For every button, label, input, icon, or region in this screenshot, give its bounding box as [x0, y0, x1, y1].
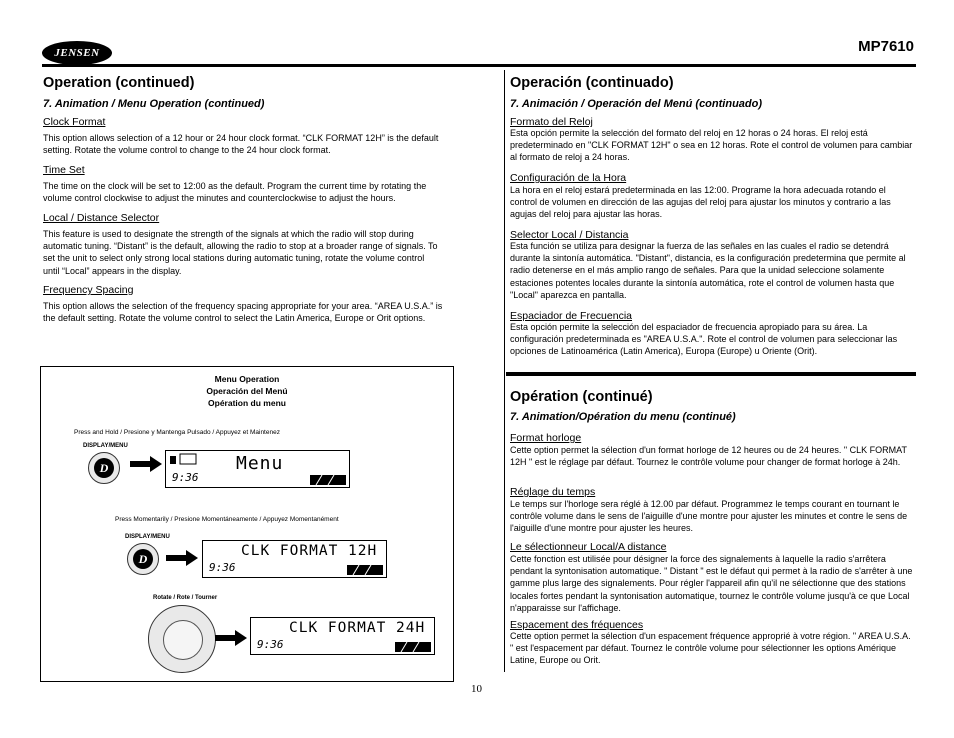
volume-knob-center: [163, 620, 203, 660]
lcd-clk-format-12h: CLK FORMAT 12H: [241, 543, 378, 559]
es-clock-format-text: Esta opción permite la selección del formato del reloj en 12 horas o 24 horas. El reloj está predeterminado en "CLK FORMAT 12H" o sea en 12 horas. Rote el control de volumen para cambiar al formato de reloj a 24 horas.: [510, 128, 913, 163]
en-frequency-spacing-heading: Frequency Spacing: [43, 284, 134, 296]
step1-caption: Press and Hold / Presione y Mantenga Pulsado / Appuyez et Maintenez: [74, 429, 280, 436]
lcd-bars-icon: [347, 565, 383, 575]
lcd-display-1: [165, 450, 350, 488]
en-local-distance-heading: Local / Distance Selector: [43, 212, 160, 224]
display-menu-button-1: [88, 452, 120, 484]
es-frequency-spacing-heading: Espaciador de Frecuencia: [510, 310, 632, 322]
fr-clock-format-heading: Format horloge: [510, 432, 582, 444]
fr-clock-format-text: Cette option permet la sélection d'un format horloge de 12 heures ou de 24 heures. " CLK FORMAT 12H " est le réglage par défaut. Tournez le contrôle volume pour changer de format horloge à 24h.: [510, 445, 907, 468]
display-menu-button-2: [127, 543, 159, 575]
jensen-d-icon: D: [133, 549, 153, 569]
lcd-clock-2: 9:36: [209, 561, 236, 574]
en-local-distance-text: This feature is used to designate the strength of the signals at which the radio will stop during automatic tuning. “Distant” is the default, allowing the radio to stop at a broader range of signals. To set the unit to select only strong local stations during automatic tuning, rotate the volume control until “Local” appears in the display.: [43, 229, 438, 276]
step1-button-label: DISPLAY/MENU: [83, 443, 128, 449]
en-time-set-text: The time on the clock will be set to 12:00 as the default. Program the current time by rotating the volume control clockwise to adjust the minutes and counterclockwise to adjust the hours.: [43, 181, 427, 204]
lcd-indicator-icon: [170, 453, 200, 467]
es-time-set-text: La hora en el reloj estará predeterminada en las 12:00. Programe la hora adecuada rotando el control de volumen en dirección de las agujas del reloj para ajustar los minutos y contrario a las agujas del reloj para ajustar las horas.: [510, 185, 891, 220]
column-divider: [504, 70, 505, 672]
lcd-clock-3: 9:36: [257, 638, 284, 651]
lcd-menu-text: Menu: [236, 453, 284, 474]
fr-frequency-spacing-text: Cette option permet la sélection d'un espacement fréquence approprié à votre région. " AREA U.S.A. " est l'espacement par défaut. Tournez le contrôle volume pour sélectionner les options Amérique Latine, Europe ou Orit.: [510, 631, 911, 666]
es-local-distance-text: Esta función se utiliza para designar la fuerza de las señales en las cuales el radio se detendrá durante la sintonía automática. "Distant", distancia, es la configuración predetermina que permite al radio detenerse en el más amplio rango de señales. Para que la unidad seleccione solamente estaciones potentes locales durante la sintonía automática, rote el control de volumen hasta que "Local" aparezca en pantalla.: [510, 241, 906, 300]
model-number: MP7610: [858, 38, 914, 55]
jensen-logo: JENSEN: [42, 41, 112, 65]
arrow-right-icon: [130, 456, 162, 472]
jensen-d-icon: D: [94, 458, 114, 478]
fr-time-set-heading: Réglage du temps: [510, 486, 596, 498]
en-time-set-heading: Time Set: [43, 164, 85, 176]
english-subtitle: 7. Animation / Menu Operation (continued): [43, 98, 265, 110]
french-title: Opération (continué): [510, 389, 653, 405]
fr-local-distance-text: Cette fonction est utilisée pour désigner la force des signalements à laquelle la radio s'arrêtera pendant la syntonisation automatique. " Distant " est le défaut qui permet à la radio de s'arrêter à une gamme plus large des signalements. Pour régler l'appareil afin qu'il ne sélectionne que des stations locales fortes pendant la syntonisation automatique, tournez le contrôle volume jusqu'à ce que Local n'apparaisse sur l'affichage.: [510, 554, 913, 613]
lcd-bars-icon: [310, 475, 346, 485]
en-clock-format-heading: Clock Format: [43, 116, 106, 128]
header-rule: [42, 64, 916, 67]
diagram-title-fr: Opération du menu: [208, 398, 286, 408]
fr-frequency-spacing-heading: Espacement des fréquences: [510, 619, 644, 631]
lcd-clk-format-24h: CLK FORMAT 24H: [289, 620, 426, 636]
page-number: 10: [471, 683, 482, 695]
es-time-set-heading: Configuración de la Hora: [510, 172, 627, 184]
lcd-display-2: [202, 540, 387, 578]
es-clock-format-heading: Formato del Reloj: [510, 116, 593, 128]
es-frequency-spacing-text: Esta opción permite la selección del espaciador de frecuencia apropiado para su área. La configuración predeterminada es "AREA U.S.A.". Rote el control de volumen para seleccionar las opciones de Latinoamérica (Latin America), Europa (Europe) u Oriente (Orit).: [510, 322, 898, 357]
fr-time-set-text: Le temps sur l'horloge sera réglé à 12.00 par défaut. Programmez le temps courant en tournant le contrôle volume dans le sens de l'aiguille d'une montre pour ajuster les minutes et contre le sens de l'aiguille d'une montre pour ajuster les heures.: [510, 499, 908, 534]
step2-button-label: DISPLAY/MENU: [125, 534, 170, 540]
step2-caption: Press Momentarily / Presione Momentáneamente / Appuyez Momentanément: [115, 516, 339, 523]
en-clock-format-text: This option allows selection of a 12 hour or 24 hour clock format. “CLK FORMAT 12H” is the default setting. Rotate the volume control to change to the 24 hour clock format.: [43, 133, 439, 156]
en-frequency-spacing-text: This option allows the selection of the frequency spacing appropriate for your area. “AREA U.S.A.” is the default setting. Rotate the volume control to select the Latin America, Europe or Orit options.: [43, 301, 443, 324]
diagram-title-en: Menu Operation: [214, 374, 280, 384]
english-title: Operation (continued): [43, 75, 195, 91]
volume-knob: [148, 605, 216, 673]
french-section-rule: [506, 372, 916, 376]
spanish-subtitle: 7. Animación / Operación del Menú (continuado): [510, 98, 763, 110]
arrow-right-icon: [215, 630, 247, 646]
lcd-bars-icon: [395, 642, 431, 652]
arrow-right-icon: [166, 550, 198, 566]
fr-local-distance-heading: Le sélectionneur Local/A distance: [510, 541, 667, 553]
lcd-display-3: [250, 617, 435, 655]
french-subtitle: 7. Animation/Opération du menu (continué): [510, 411, 736, 423]
spanish-title: Operación (continuado): [510, 75, 674, 91]
step3-caption: Rotate / Rote / Tourner: [153, 595, 218, 601]
lcd-clock-1: 9:36: [172, 471, 199, 484]
diagram-title-es: Operación del Menú: [206, 386, 288, 396]
es-local-distance-heading: Selector Local / Distancia: [510, 229, 629, 241]
